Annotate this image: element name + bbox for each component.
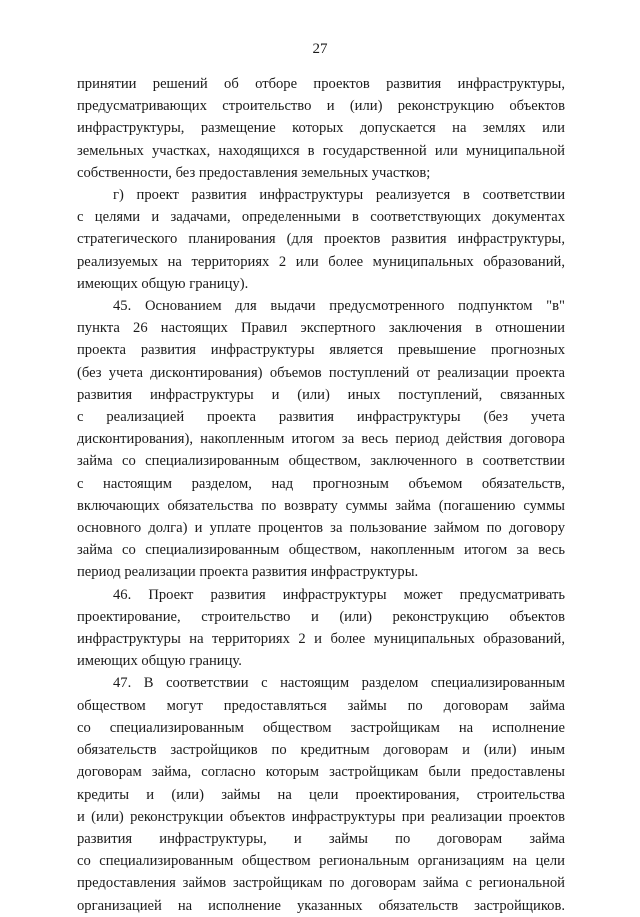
- page-number: 27: [312, 41, 328, 57]
- text-line: период реализации проекта развития инфраструктуры.: [77, 564, 419, 581]
- text-line: инфраструктуры, размещение которых допускается на землях или: [77, 120, 565, 137]
- text-line: (без учета дисконтирования) объемов поступлений от реализации проекта: [77, 364, 565, 381]
- text-line: займа со специализированным обществом, накопленным итогом за весь: [77, 542, 565, 559]
- paragraph-point-46: [77, 584, 565, 673]
- document-body: [77, 73, 565, 917]
- text-line: 45. Основанием для выдачи предусмотренного подпунктом "в": [113, 298, 565, 315]
- text-line: займа со специализированным обществом, заключенного в соответствии: [77, 453, 565, 470]
- text-line: договорам займа, согласно которым застройщикам были предоставлены: [77, 764, 565, 781]
- text-line: предусматривающих строительство и (или) реконструкцию объектов: [77, 98, 565, 115]
- text-line: обязательств застройщиков по кредитным договорам и (или) иным: [77, 742, 565, 759]
- text-line: с настоящим разделом, над прогнозным объемом обязательств,: [77, 475, 565, 492]
- text-line: кредиты и (или) займы на цели проектирования, строительства: [77, 786, 565, 803]
- text-line: инфраструктуры на территориях 2 и более муниципальных образований,: [77, 631, 565, 648]
- text-line: 46. Проект развития инфраструктуры может предусматривать: [113, 586, 565, 603]
- text-line: пункта 26 настоящих Правил экспертного заключения в отношении: [77, 320, 565, 337]
- text-line: включающих обязательства по возврату суммы займа (погашению суммы: [77, 497, 565, 514]
- text-line: со специализированным обществом застройщикам на исполнение: [77, 719, 565, 736]
- text-line: обществом могут предоставляться займы по договорам займа: [77, 697, 565, 714]
- text-line: проекта развития инфраструктуры является превышение прогнозных: [77, 342, 565, 359]
- text-line: с реализацией проекта развития инфраструктуры (без учета: [77, 409, 565, 426]
- text-line: дисконтирования), накопленным итогом за весь период действия договора: [77, 431, 565, 448]
- paragraph-point-47: [77, 672, 565, 916]
- text-line: реализуемых на территориях 2 или более муниципальных образований,: [77, 253, 565, 270]
- text-line: стратегического планирования (для проектов развития инфраструктуры,: [77, 231, 565, 248]
- text-line: со специализированным обществом региональным организациям на цели: [77, 853, 565, 870]
- text-line: 47. В соответствии с настоящим разделом специализированным: [113, 675, 565, 692]
- text-line: проектирование, строительство и (или) реконструкцию объектов: [77, 608, 565, 625]
- paragraph-subpoint-g: [77, 184, 565, 295]
- text-line: имеющих общую границу).: [77, 275, 249, 292]
- text-line: принятии решений об отборе проектов развития инфраструктуры,: [77, 76, 565, 92]
- paragraph-point-45: [77, 295, 565, 584]
- text-line: организацией на исполнение указанных обязательств застройщиков.: [77, 897, 565, 914]
- text-line: и (или) реконструкции объектов инфраструктуры при реализации проектов: [77, 808, 565, 825]
- text-line: г) проект развития инфраструктуры реализуется в соответствии: [113, 187, 565, 204]
- paragraph-continuation: [77, 73, 565, 184]
- text-line: собственности, без предоставления земельных участков;: [77, 164, 431, 181]
- text-line: основного долга) и уплате процентов за пользование займом по договору: [77, 520, 565, 537]
- text-line: развития инфраструктуры, и займы по договорам займа: [77, 830, 565, 847]
- text-line: имеющих общую границу.: [77, 653, 242, 670]
- text-line: с целями и задачами, определенными в соответствующих документах: [77, 209, 565, 226]
- text-line: развития инфраструктуры и (или) иных поступлений, связанных: [77, 386, 565, 403]
- text-line: земельных участках, находящихся в государственной или муниципальной: [77, 142, 565, 159]
- text-line: предоставления займов застройщикам по договорам займа с региональной: [77, 875, 565, 892]
